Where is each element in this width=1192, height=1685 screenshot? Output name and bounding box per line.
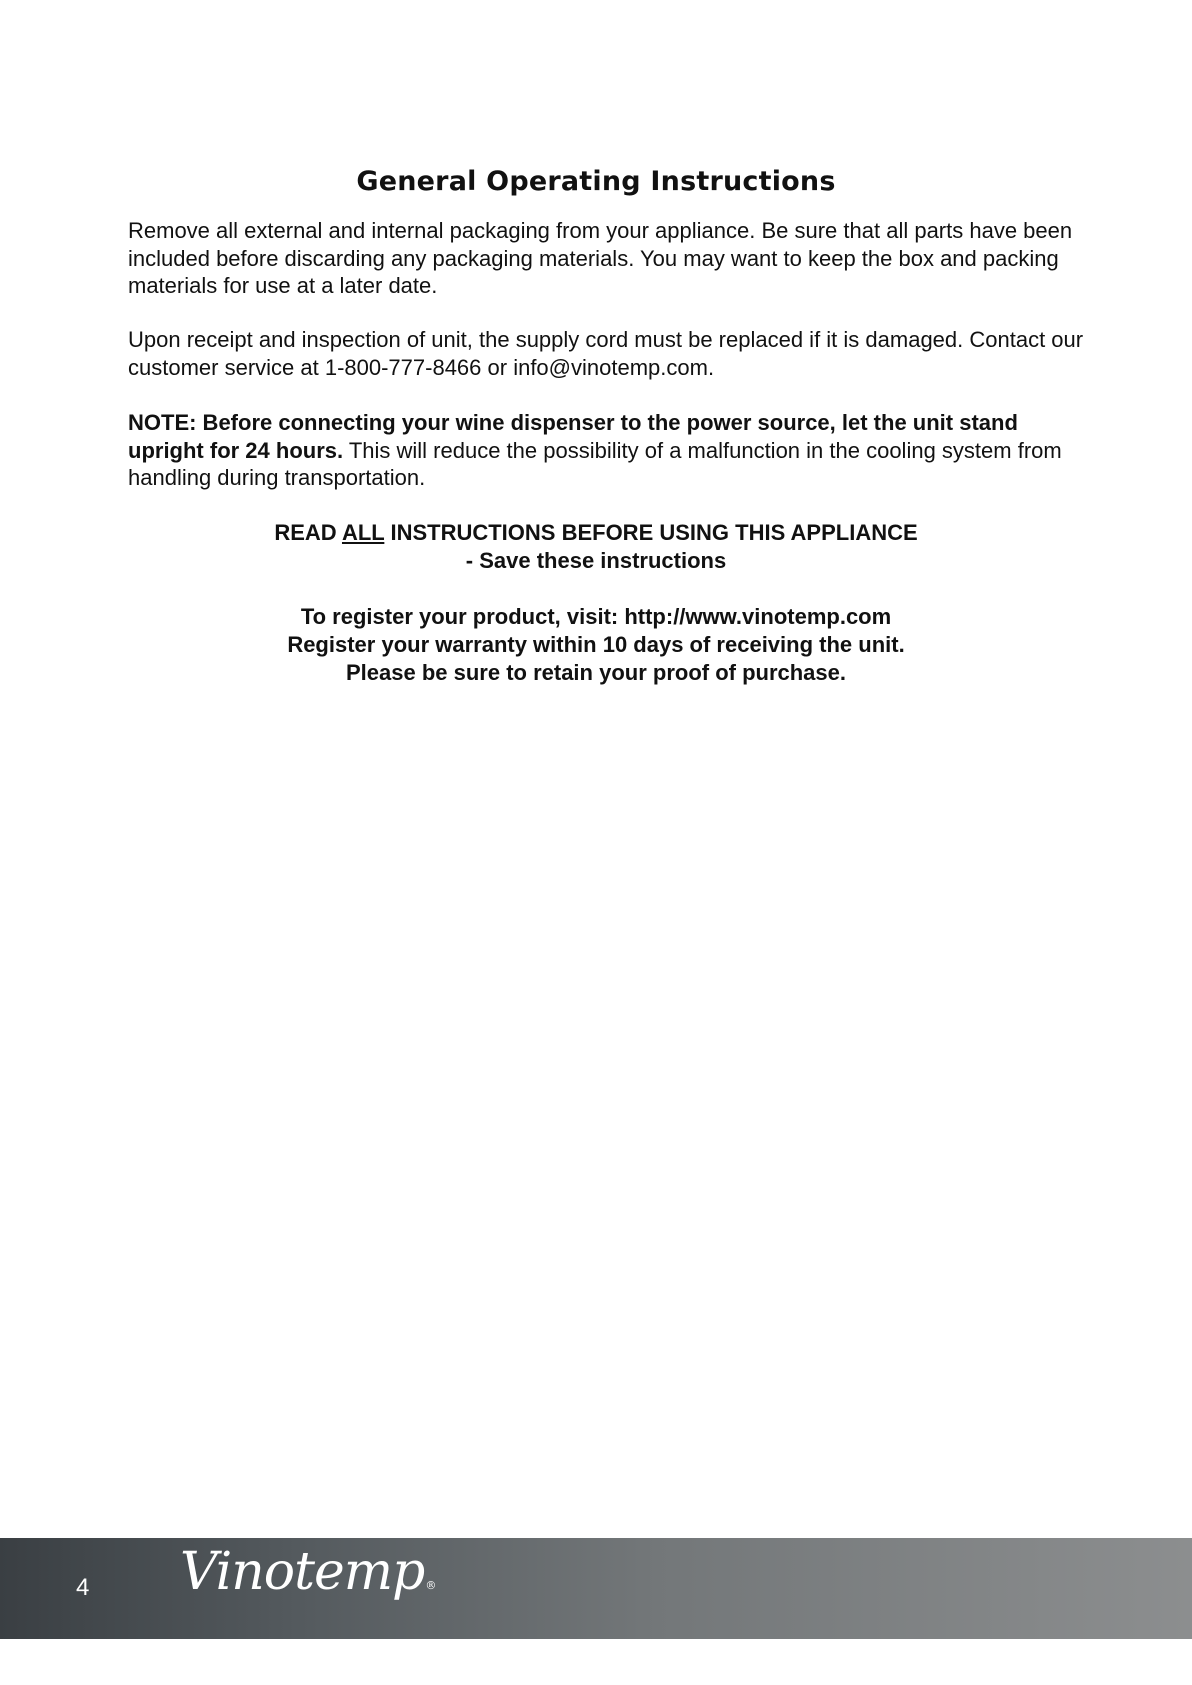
brand-name: Vinotemp [180,1542,425,1602]
proof-of-purchase-line: Please be sure to retain your proof of purchase. [345,660,847,685]
register-product-line: To register your product, visit: http://www.vinotemp.com [300,604,892,629]
vinotemp-logo [180,1542,436,1602]
read-all-underlined: ALL [341,520,385,545]
footer-bar [0,1538,1192,1639]
registered-mark: ® [425,1579,436,1592]
read-suffix: INSTRUCTIONS BEFORE USING THIS APPLIANCE [384,520,918,545]
packaging-paragraph: Remove all external and internal packaging from your appliance. Be sure that all parts have been included before discarding any packaging materials. You may want to keep the box and packing materials for use at a later date. [128,218,1073,298]
page-title: General Operating Instructions [356,166,836,197]
registration-block [0,603,1192,687]
page-number: 4 [76,1574,90,1601]
supply-cord-paragraph: Upon receipt and inspection of unit, the supply cord must be replaced if it is damaged. Contact our customer service at 1-800-777-8466 or info@vinotemp.com. [128,327,1084,380]
read-instructions-block [0,519,1192,575]
read-prefix: READ [274,520,342,545]
read-instructions-line [0,519,1192,547]
save-instructions-line: - Save these instructions [465,548,727,573]
note-bold-text: NOTE: Before connecting your wine dispenser to the power source, let the unit stand upright for 24 hours. [128,410,1018,463]
note-regular-text: This will reduce the possibility of a malfunction in the cooling system from handling during transportation. [128,437,1062,490]
register-warranty-line: Register your warranty within 10 days of receiving the unit. [287,632,905,657]
note-paragraph [128,409,1088,492]
